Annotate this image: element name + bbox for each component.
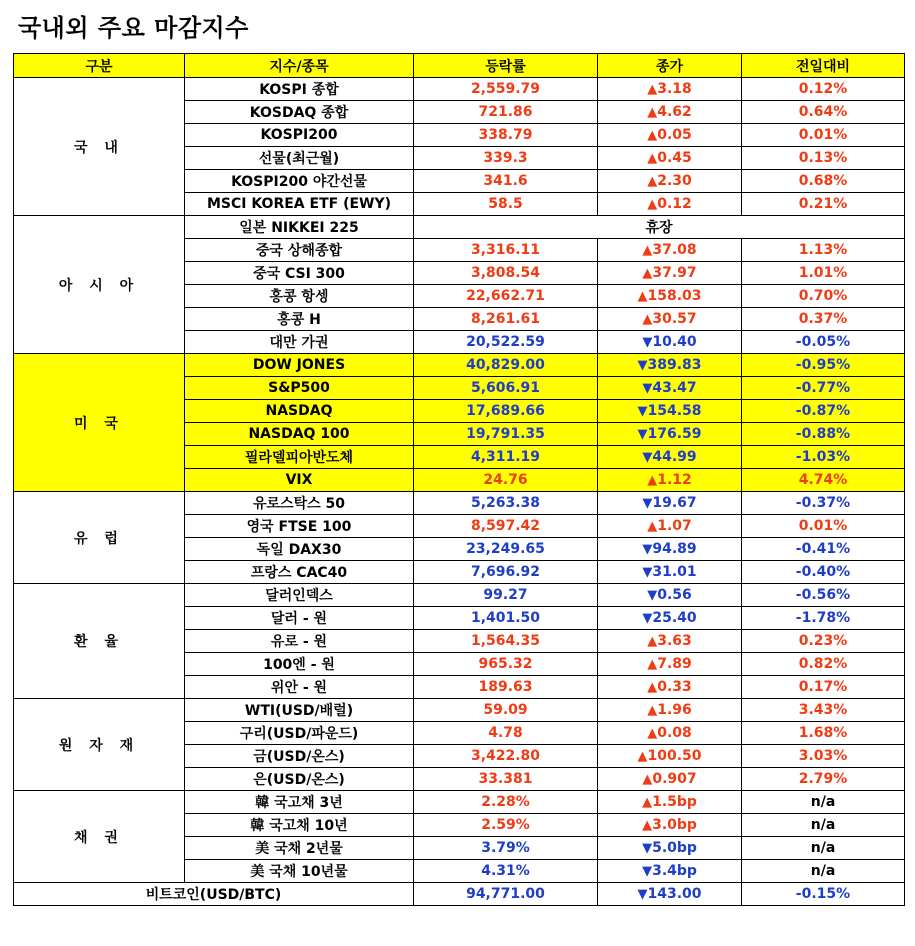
pct-cell: -0.15% [742, 883, 905, 906]
triangle-up-icon: ▲ [637, 289, 648, 304]
change-cell [598, 492, 742, 515]
triangle-down-icon: ▼ [647, 588, 658, 603]
value-cell: 40,829.00 [414, 354, 598, 377]
pct-cell: 0.23% [742, 630, 905, 653]
pct-cell: -0.77% [742, 377, 905, 400]
triangle-up-icon: ▲ [647, 657, 658, 672]
triangle-up-icon: ▲ [647, 197, 658, 212]
change-value: 0.907 [652, 771, 697, 787]
change-cell [598, 147, 742, 170]
index-name: WTI(USD/배럴) [185, 699, 414, 722]
table-row [14, 78, 905, 101]
change-value: 1.96 [657, 702, 692, 718]
pct-cell: -0.05% [742, 331, 905, 354]
triangle-up-icon: ▲ [642, 772, 653, 787]
value-cell: 8,597.42 [414, 515, 598, 538]
change-value: 19.67 [652, 495, 697, 511]
index-name: 유로스탁스 50 [185, 492, 414, 515]
change-cell [598, 722, 742, 745]
value-cell: 20,522.59 [414, 331, 598, 354]
change-cell [598, 423, 742, 446]
triangle-up-icon: ▲ [647, 473, 658, 488]
index-name: NASDAQ 100 [185, 423, 414, 446]
pct-cell: -0.40% [742, 561, 905, 584]
change-cell [598, 331, 742, 354]
change-cell [598, 170, 742, 193]
value-cell: 2,559.79 [414, 78, 598, 101]
change-value: 94.89 [652, 541, 697, 557]
value-cell: 7,696.92 [414, 561, 598, 584]
change-value: 10.40 [652, 334, 697, 350]
index-name: 일본 NIKKEI 225 [185, 216, 414, 239]
triangle-up-icon: ▲ [637, 749, 648, 764]
change-value: 1.5bp [652, 794, 697, 810]
value-cell: 1,401.50 [414, 607, 598, 630]
pct-cell: n/a [742, 791, 905, 814]
index-name: NASDAQ [185, 400, 414, 423]
table-row [14, 791, 905, 814]
bitcoin-name: 비트코인(USD/BTC) [14, 883, 414, 906]
value-cell: 338.79 [414, 124, 598, 147]
pct-cell: -0.41% [742, 538, 905, 561]
index-name: 금(USD/온스) [185, 745, 414, 768]
value-cell: 99.27 [414, 584, 598, 607]
change-value: 154.58 [647, 403, 702, 419]
change-cell [598, 699, 742, 722]
change-cell [598, 515, 742, 538]
change-cell [598, 239, 742, 262]
value-cell: 2.59% [414, 814, 598, 837]
index-name: 중국 CSI 300 [185, 262, 414, 285]
triangle-up-icon: ▲ [642, 243, 653, 258]
triangle-up-icon: ▲ [647, 703, 658, 718]
change-cell [598, 676, 742, 699]
index-name: DOW JONES [185, 354, 414, 377]
triangle-down-icon: ▼ [637, 358, 648, 373]
pct-cell: 0.12% [742, 78, 905, 101]
index-name: 홍콩 항셍 [185, 285, 414, 308]
triangle-up-icon: ▲ [647, 680, 658, 695]
index-name: 美 국채 10년물 [185, 860, 414, 883]
index-name: 구리(USD/파운드) [185, 722, 414, 745]
triangle-down-icon: ▼ [642, 496, 653, 511]
change-value: 100.50 [647, 748, 702, 764]
index-name: 韓 국고채 3년 [185, 791, 414, 814]
index-name: 美 국채 2년물 [185, 837, 414, 860]
change-value: 0.08 [657, 725, 692, 741]
change-cell [598, 262, 742, 285]
change-value: 143.00 [647, 886, 702, 902]
change-value: 30.57 [652, 311, 697, 327]
change-cell [598, 538, 742, 561]
triangle-up-icon: ▲ [647, 634, 658, 649]
table-row [14, 216, 905, 239]
change-value: 0.33 [657, 679, 692, 695]
pct-cell: 1.01% [742, 262, 905, 285]
pct-cell: 3.03% [742, 745, 905, 768]
index-name: 100엔 - 원 [185, 653, 414, 676]
change-value: 176.59 [647, 426, 702, 442]
category-cell: 원 자 재 [14, 699, 185, 791]
value-cell: 965.32 [414, 653, 598, 676]
pct-cell: -0.88% [742, 423, 905, 446]
value-cell: 4.78 [414, 722, 598, 745]
value-cell: 22,662.71 [414, 285, 598, 308]
index-name: 홍콩 H [185, 308, 414, 331]
index-name: 달러인덱스 [185, 584, 414, 607]
change-value: 389.83 [647, 357, 702, 373]
pct-cell: n/a [742, 837, 905, 860]
index-name: 달러 - 원 [185, 607, 414, 630]
value-cell: 3,808.54 [414, 262, 598, 285]
header-value: 등락률 [414, 54, 598, 78]
value-cell: 59.09 [414, 699, 598, 722]
pct-cell: 2.79% [742, 768, 905, 791]
change-value: 0.12 [657, 196, 692, 212]
header-row [14, 54, 905, 78]
triangle-up-icon: ▲ [647, 105, 658, 120]
market-index-table [13, 53, 905, 906]
change-value: 1.07 [657, 518, 692, 534]
category-cell: 미 국 [14, 354, 185, 492]
index-name: 프랑스 CAC40 [185, 561, 414, 584]
index-name: 필라델피아반도체 [185, 446, 414, 469]
value-cell: 189.63 [414, 676, 598, 699]
value-cell: 5,263.38 [414, 492, 598, 515]
table-row [14, 699, 905, 722]
triangle-down-icon: ▼ [637, 404, 648, 419]
change-cell [598, 124, 742, 147]
table-body [14, 78, 905, 906]
triangle-up-icon: ▲ [647, 151, 658, 166]
value-cell: 58.5 [414, 193, 598, 216]
category-cell: 채 권 [14, 791, 185, 883]
change-value: 0.05 [657, 127, 692, 143]
change-cell [598, 308, 742, 331]
index-name: 독일 DAX30 [185, 538, 414, 561]
pct-cell: 0.13% [742, 147, 905, 170]
change-cell [598, 561, 742, 584]
pct-cell: 1.68% [742, 722, 905, 745]
table-row [14, 492, 905, 515]
change-cell [598, 837, 742, 860]
value-cell: 721.86 [414, 101, 598, 124]
pct-cell: -1.78% [742, 607, 905, 630]
category-cell: 아 시 아 [14, 216, 185, 354]
index-name: 선물(최근월) [185, 147, 414, 170]
footer-row [14, 883, 905, 906]
change-cell [598, 814, 742, 837]
triangle-up-icon: ▲ [642, 266, 653, 281]
pct-cell: 0.17% [742, 676, 905, 699]
table-row [14, 584, 905, 607]
change-value: 4.62 [657, 104, 692, 120]
change-cell [598, 446, 742, 469]
header-category: 구분 [14, 54, 185, 78]
change-value: 158.03 [647, 288, 702, 304]
change-value: 3.18 [657, 81, 692, 97]
change-value: 7.89 [657, 656, 692, 672]
triangle-down-icon: ▼ [642, 864, 653, 879]
change-cell [598, 745, 742, 768]
pct-cell: 0.01% [742, 515, 905, 538]
change-cell [598, 860, 742, 883]
value-cell: 2.28% [414, 791, 598, 814]
change-cell [598, 101, 742, 124]
triangle-down-icon: ▼ [642, 841, 653, 856]
category-cell: 유 럽 [14, 492, 185, 584]
change-value: 37.97 [652, 265, 697, 281]
change-cell [598, 285, 742, 308]
change-cell [598, 377, 742, 400]
page-title: 국내외 주요 마감지수 [18, 14, 249, 42]
pct-cell: -0.95% [742, 354, 905, 377]
index-name: 영국 FTSE 100 [185, 515, 414, 538]
triangle-down-icon: ▼ [637, 887, 648, 902]
triangle-down-icon: ▼ [637, 427, 648, 442]
index-name: MSCI KOREA ETF (EWY) [185, 193, 414, 216]
index-name: VIX [185, 469, 414, 492]
change-value: 2.30 [657, 173, 692, 189]
pct-cell: -0.87% [742, 400, 905, 423]
value-cell: 339.3 [414, 147, 598, 170]
pct-cell: 0.01% [742, 124, 905, 147]
header-change: 전일대비 [742, 54, 905, 78]
category-cell: 국 내 [14, 78, 185, 216]
header-close: 종가 [598, 54, 742, 78]
change-cell [598, 78, 742, 101]
change-cell [598, 883, 742, 906]
value-cell: 4,311.19 [414, 446, 598, 469]
index-name: KOSPI200 [185, 124, 414, 147]
value-cell: 23,249.65 [414, 538, 598, 561]
change-value: 25.40 [652, 610, 697, 626]
triangle-down-icon: ▼ [642, 381, 653, 396]
triangle-up-icon: ▲ [647, 519, 658, 534]
index-name: 중국 상해종합 [185, 239, 414, 262]
value-cell: 17,689.66 [414, 400, 598, 423]
value-cell: 3,422.80 [414, 745, 598, 768]
triangle-up-icon: ▲ [642, 312, 653, 327]
pct-cell: n/a [742, 814, 905, 837]
index-name: 위안 - 원 [185, 676, 414, 699]
change-value: 5.0bp [652, 840, 697, 856]
value-cell: 4.31% [414, 860, 598, 883]
change-value: 0.56 [657, 587, 692, 603]
change-value: 31.01 [652, 564, 697, 580]
pct-cell: 0.70% [742, 285, 905, 308]
index-name: KOSPI200 야간선물 [185, 170, 414, 193]
value-cell: 341.6 [414, 170, 598, 193]
pct-cell: 0.82% [742, 653, 905, 676]
pct-cell: 1.13% [742, 239, 905, 262]
triangle-down-icon: ▼ [642, 542, 653, 557]
index-name: 대만 가권 [185, 331, 414, 354]
change-cell [598, 768, 742, 791]
triangle-up-icon: ▲ [647, 726, 658, 741]
index-name: KOSPI 종합 [185, 78, 414, 101]
change-value: 3.4bp [652, 863, 697, 879]
triangle-down-icon: ▼ [642, 450, 653, 465]
value-cell: 33.381 [414, 768, 598, 791]
index-name: KOSDAQ 종합 [185, 101, 414, 124]
pct-cell: 4.74% [742, 469, 905, 492]
value-cell: 5,606.91 [414, 377, 598, 400]
index-name: 韓 국고채 10년 [185, 814, 414, 837]
pct-cell: -0.37% [742, 492, 905, 515]
triangle-up-icon: ▲ [642, 795, 653, 810]
triangle-up-icon: ▲ [647, 82, 658, 97]
change-value: 43.47 [652, 380, 697, 396]
triangle-down-icon: ▼ [642, 335, 653, 350]
index-name: 유로 - 원 [185, 630, 414, 653]
change-cell [598, 193, 742, 216]
change-cell [598, 354, 742, 377]
triangle-up-icon: ▲ [647, 174, 658, 189]
market-closed: 휴장 [414, 216, 905, 239]
header-name: 지수/종목 [185, 54, 414, 78]
triangle-up-icon: ▲ [647, 128, 658, 143]
triangle-down-icon: ▼ [642, 611, 653, 626]
index-name: S&P500 [185, 377, 414, 400]
change-value: 3.0bp [652, 817, 697, 833]
change-value: 3.63 [657, 633, 692, 649]
change-cell [598, 584, 742, 607]
change-value: 37.08 [652, 242, 697, 258]
value-cell: 3.79% [414, 837, 598, 860]
change-cell [598, 791, 742, 814]
index-name: 은(USD/온스) [185, 768, 414, 791]
value-cell: 3,316.11 [414, 239, 598, 262]
pct-cell: 3.43% [742, 699, 905, 722]
change-cell [598, 653, 742, 676]
pct-cell: n/a [742, 860, 905, 883]
change-cell [598, 469, 742, 492]
pct-cell: 0.68% [742, 170, 905, 193]
value-cell: 19,791.35 [414, 423, 598, 446]
triangle-down-icon: ▼ [642, 565, 653, 580]
value-cell: 24.76 [414, 469, 598, 492]
pct-cell: 0.64% [742, 101, 905, 124]
pct-cell: -0.56% [742, 584, 905, 607]
change-cell [598, 630, 742, 653]
change-cell [598, 607, 742, 630]
value-cell: 1,564.35 [414, 630, 598, 653]
change-cell [598, 400, 742, 423]
table-row [14, 354, 905, 377]
category-cell: 환 율 [14, 584, 185, 699]
value-cell: 8,261.61 [414, 308, 598, 331]
change-value: 44.99 [652, 449, 697, 465]
change-value: 1.12 [657, 472, 692, 488]
pct-cell: 0.37% [742, 308, 905, 331]
pct-cell: 0.21% [742, 193, 905, 216]
triangle-up-icon: ▲ [642, 818, 653, 833]
value-cell: 94,771.00 [414, 883, 598, 906]
pct-cell: -1.03% [742, 446, 905, 469]
change-value: 0.45 [657, 150, 692, 166]
